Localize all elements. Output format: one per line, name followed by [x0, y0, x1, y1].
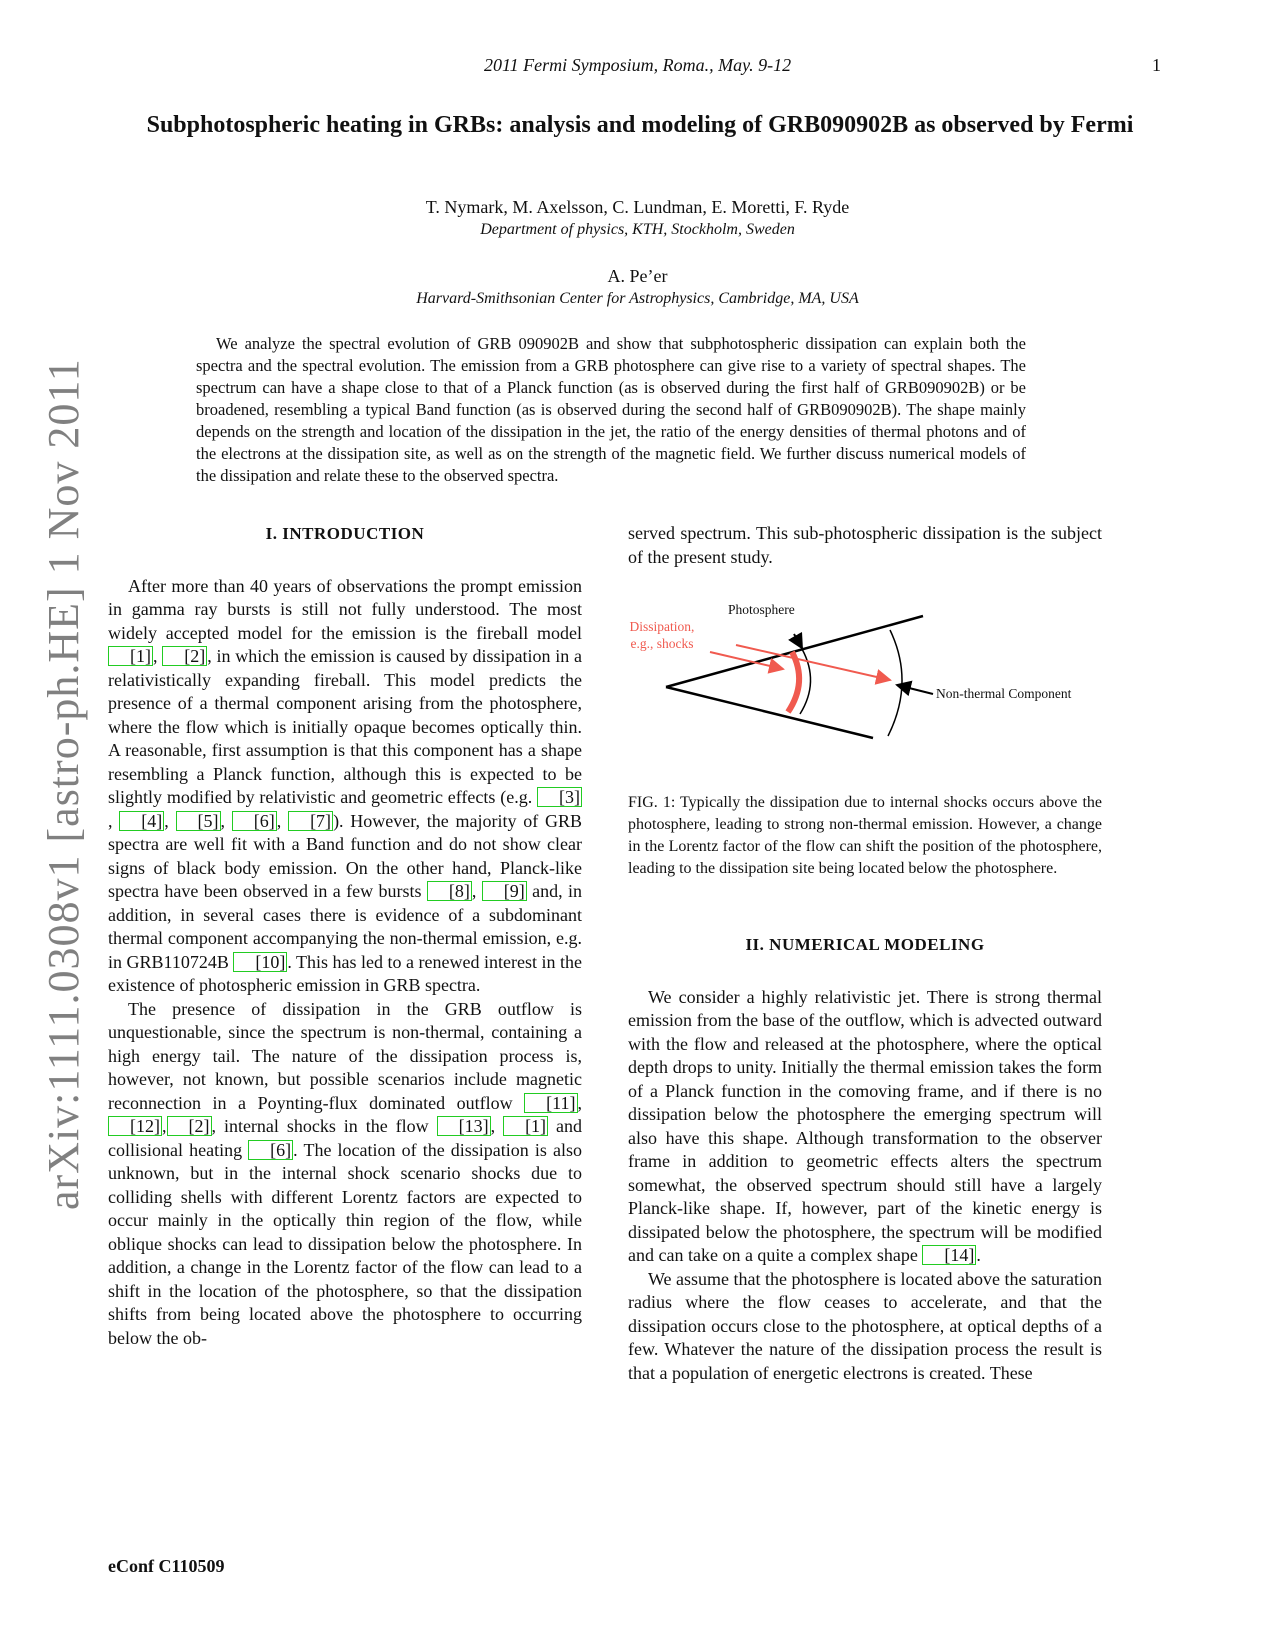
intro-paragraph-1: After more than 40 years of observations the prompt emission in gamma ray bursts is still not fully understood. The most widely accepted model for the emission is the fireball model [1] , [2] , in which the emission is caused by dissipation in a relativistically expanding fireball. This model predicts the presence of a thermal component arising from the photosphere, where the flow which is initially opaque becomes optically thin. A reasonable, first assumption is that this component has a shape resembling a Planck function, although this is expected to be slightly modified by relativistic and geometric effects (e.g. [3], [4] , [5] , [6] , [7] ). However, the majority of GRB spectra are well fit with a Band function and do not show clear signs of black body emission. On the other hand, Planck-like spectra have been observed in a few bursts [8] , [9] and, in addition, in several cases there is evidence of a subdominant thermal component accompanying the non-thermal emission, e.g. in GRB110724B [10] . This has led to a renewed interest in the existence of photospheric emission in GRB spectra. — [108, 575, 583, 995]
section-heading-numerical-modeling: II. NUMERICAL MODELING — [745, 935, 985, 954]
label-dissipation — [622, 618, 702, 652]
citation-link[interactable]: [5] — [176, 811, 221, 831]
figure-1 — [629, 602, 1100, 762]
citation-link[interactable]: [6] — [248, 1140, 293, 1160]
citation-link[interactable]: [4] — [119, 811, 164, 831]
affiliation-primary: Department of physics, KTH, Stockholm, Sweden — [480, 221, 795, 238]
numerical-paragraph-1: We consider a highly relativistic jet. There is strong thermal emission from the base of the outflow, which is advected outward with the flow and released at the photosphere, where the optical depth drops to unity. Initially the thermal emission takes the form of a Planck function in the comoving frame, and if there is no dissipation below the photosphere the emerging spectrum will also have this shape. Although transformation to the observer frame in addition to geometric effects alters the spectrum somewhat, the observed spectrum should still have a largely Planck-like shape. If, however, part of the kinetic energy is dissipated below the photosphere, the spectrum will be modified and can take on a quite a complex shape [14] . — [628, 986, 1102, 1265]
arxiv-stamp: arXiv:1111.0308v1 [astro-ph.HE] 1 Nov 2011 — [39, 358, 88, 1210]
citation-link[interactable]: [1] — [503, 1116, 548, 1136]
paper-title: Subphotospheric heating in GRBs: analysis and modeling of GRB090902B as observed by Fermi — [146, 112, 1134, 138]
label-photosphere: Photosphere — [728, 602, 795, 617]
label-dissipation-line-1: Dissipation, — [629, 619, 695, 634]
citation-link[interactable]: [6] — [232, 811, 277, 831]
footer-conference-id: eConf C110509 — [108, 1556, 225, 1576]
citation-link[interactable]: [11] — [524, 1093, 577, 1113]
section-heading-introduction: I. INTRODUCTION — [265, 524, 425, 543]
citation-link[interactable]: [12] — [108, 1116, 162, 1136]
citation-link[interactable]: [3] — [537, 787, 582, 807]
citation-link[interactable]: [7] — [288, 811, 333, 831]
left-column — [108, 522, 582, 1350]
citation-link[interactable]: [2] — [167, 1116, 212, 1136]
right-column — [628, 522, 1102, 569]
label-dissipation-line-2: e.g., shocks — [630, 636, 694, 651]
abstract — [196, 333, 1026, 487]
numerical-paragraph-2: We assume that the photosphere is located above the saturation radius where the flow ceases to accelerate, and that the dissipation occurs close to the photosphere, at optical depths of a few. Whatever the nature of the dissipation process the result is that a population of energetic electrons is created. These — [628, 1268, 1102, 1383]
intro-continued: served spectrum. This sub-photospheric dissipation is the subject of the present study. — [628, 523, 1102, 567]
authors-primary: T. Nymark, M. Axelsson, C. Lundman, E. Moretti, F. Ryde — [425, 197, 850, 217]
figure-1-caption: FIG. 1: Typically the dissipation due to internal shocks occurs above the photosphere, leading to strong non-thermal emission. However, a change in the Lorentz factor of the flow can shift the position of the photosphere, leading to the dissipation site being located below the photosphere. — [628, 794, 1102, 877]
abstract-text: We analyze the spectral evolution of GRB 090902B and show that subphotospheric dissipation can explain both the spectra and the spectral evolution. The emission from a GRB photosphere can give rise to a variety of spectral shapes. The spectrum can have a shape close to that of a Planck function (as is observed during the first half of GRB090902B) or be broadened, resembling a typical Band function (as is observed during the second half of GRB090902B). The shape mainly depends on the strength and location of the dissipation in the jet, the ratio of the energy densities of thermal photons and of the electrons at the dissipation site, as well as on the strength of the magnetic field. We further discuss numerical models of the dissipation and relate these to the observed spectra. — [196, 334, 1026, 485]
page-number: 1 — [1152, 55, 1161, 75]
numerical-section — [628, 933, 1102, 1385]
citation-link[interactable]: [2] — [162, 646, 207, 666]
citation-link[interactable]: [1] — [108, 646, 153, 666]
label-nonthermal-component: Non-thermal Component — [936, 686, 1072, 701]
citation-link[interactable]: [8] — [427, 881, 472, 901]
citation-link[interactable]: [13] — [437, 1116, 491, 1136]
citation-link[interactable]: [9] — [482, 881, 527, 901]
authors-secondary: A. Pe’er — [607, 266, 668, 286]
affiliation-secondary: Harvard-Smithsonian Center for Astrophysics, Cambridge, MA, USA — [416, 290, 859, 307]
citation-link[interactable]: [14] — [922, 1245, 976, 1265]
intro-paragraph-2: The presence of dissipation in the GRB outflow is unquestionable, since the spectrum is non-thermal, containing a high energy tail. The nature of the dissipation process is, however, not known, but possible scenarios include magnetic reconnection in a Poynting-flux dominated outflow [11] ,[12] , [2] , internal shocks in the flow [13] , [1] and collisional heating [6] . The location of the dissipation is also unknown, but in the internal shock scenario shocks due to colliding shells with different Lorentz factors are expected to occur mainly in the optically thin region of the flow, while oblique shocks can lead to dissipation below the photosphere. In addition, a change in the Lorentz factor of the flow can lead to a shift in the location of the photosphere, so that the dissipation shifts from being located above the photosphere to occurring below the ob- — [108, 998, 582, 1348]
running-header: 2011 Fermi Symposium, Roma., May. 9-12 — [483, 55, 792, 75]
citation-link[interactable]: [10] — [233, 952, 287, 972]
